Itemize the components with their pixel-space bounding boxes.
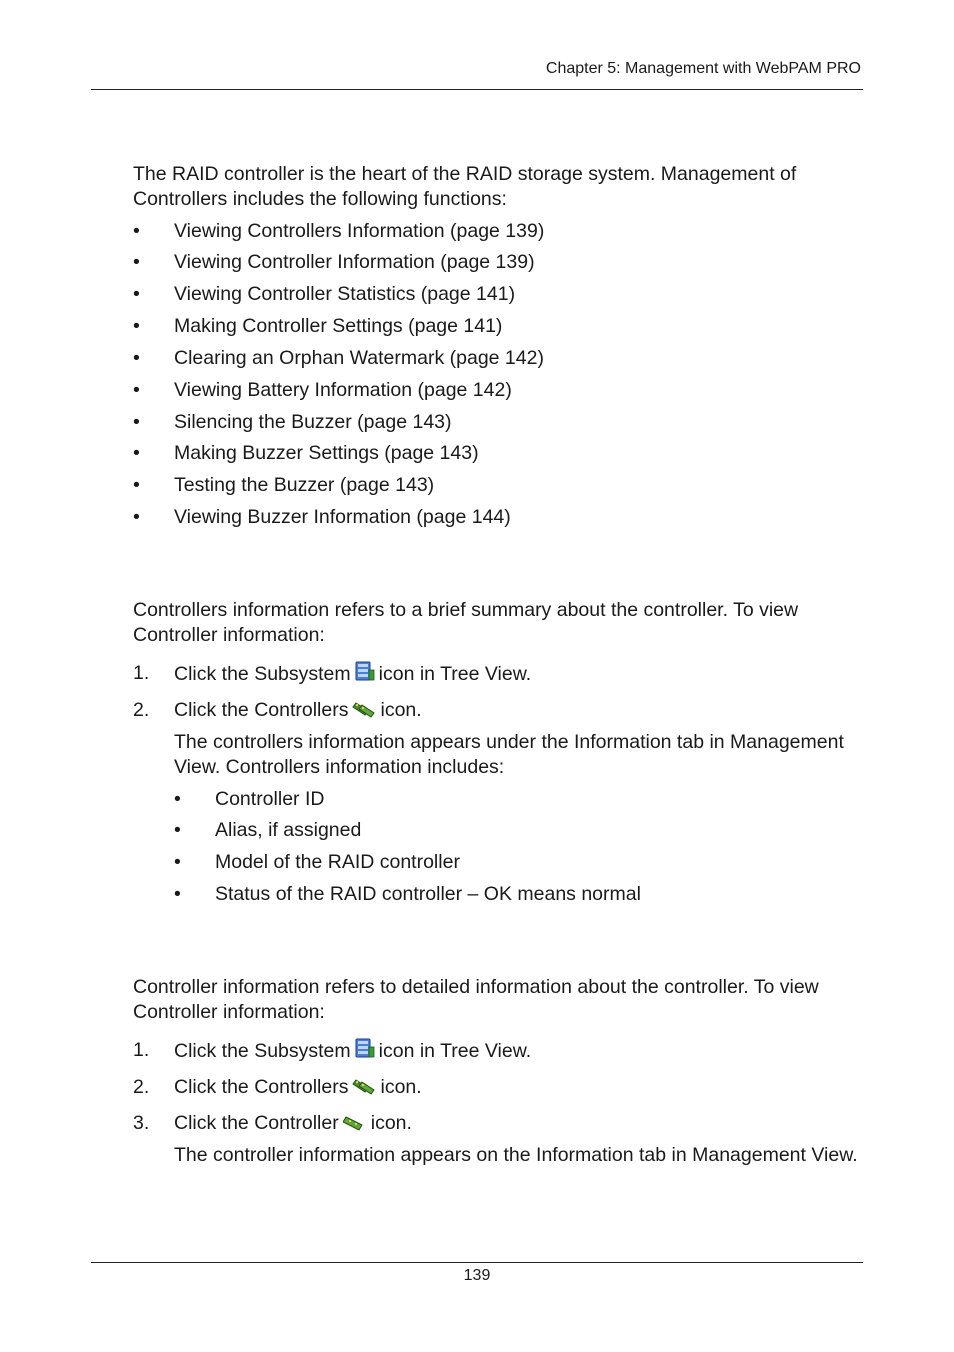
bullet: • — [133, 474, 140, 496]
bullet: • — [174, 883, 181, 905]
controllers-icon — [352, 1076, 376, 1103]
controller-icon — [343, 1112, 367, 1139]
bullet: • — [133, 506, 140, 528]
bullet: • — [133, 251, 140, 273]
bullet: • — [174, 788, 181, 810]
controller-info-result: The controller information appears on the Information tab in Management View. — [174, 1144, 858, 1166]
controllers-info-paragraph: Controllers information refers to a brief summary about the controller. To view Controller information: — [133, 599, 799, 646]
bullet: • — [133, 347, 140, 369]
subsystem-icon — [355, 661, 375, 690]
controllers-info-result: The controllers information appears under the Information tab in Management View. Controllers information includes: — [174, 731, 844, 778]
step-number: 1. — [133, 1039, 150, 1061]
bullet: • — [133, 442, 140, 464]
bullet: • — [133, 220, 140, 242]
header-rule — [91, 89, 863, 90]
bullet: • — [133, 411, 140, 433]
step-number: 3. — [133, 1112, 150, 1134]
controllers-icon — [352, 699, 376, 726]
step-number: 2. — [133, 1076, 150, 1098]
chapter-title: Chapter 5: Management with WebPAM PRO — [545, 60, 861, 77]
step-number: 1. — [133, 662, 150, 684]
subsystem-icon — [355, 1038, 375, 1067]
bullet: • — [133, 315, 140, 337]
bullet: • — [133, 283, 140, 305]
step-number: 2. — [133, 699, 150, 721]
footer-rule — [91, 1262, 863, 1263]
controller-info-paragraph: Controller information refers to detailed information about the controller. To view Controller information: — [133, 976, 819, 1023]
bullet: • — [174, 819, 181, 841]
page-number: 139 — [463, 1267, 491, 1284]
intro-paragraph: The RAID controller is the heart of the RAID storage system. Management of Controllers includes the following functions: — [133, 163, 797, 210]
bullet: • — [174, 851, 181, 873]
bullet: • — [133, 379, 140, 401]
